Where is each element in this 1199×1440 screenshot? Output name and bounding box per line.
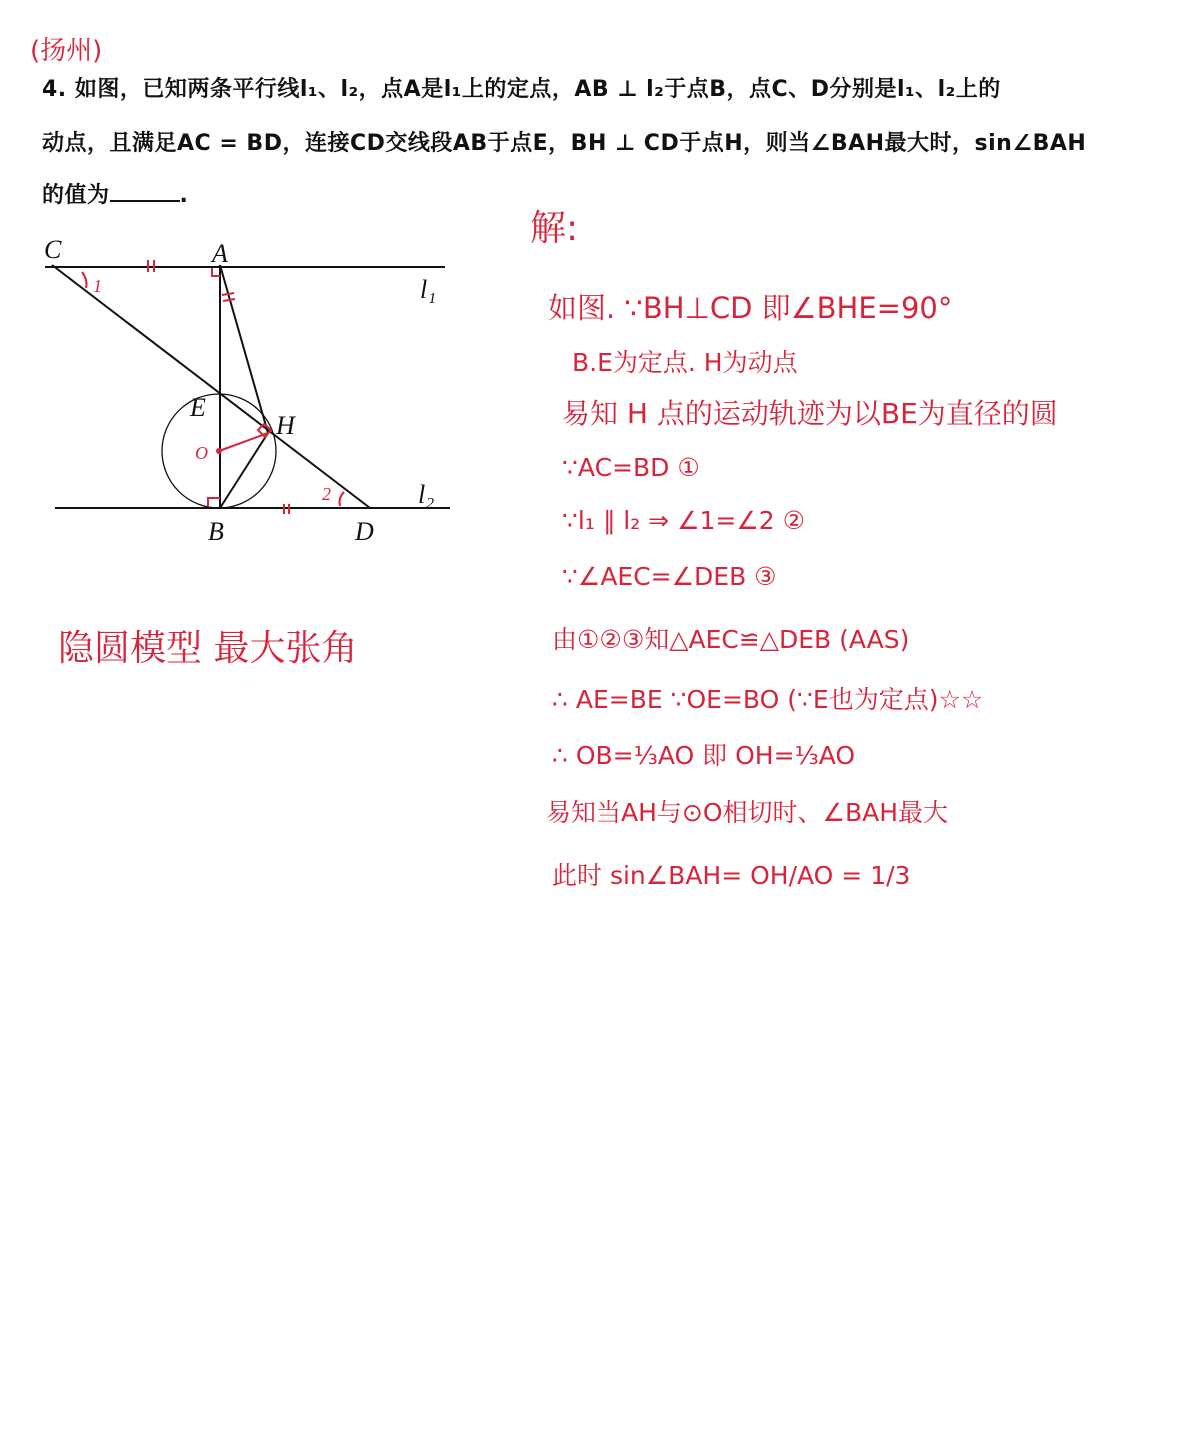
label-A: A (212, 239, 228, 268)
label-C: C (44, 235, 62, 264)
label-B: B (208, 517, 224, 546)
label-E: E (190, 393, 206, 422)
solution-line: ∵∠AEC=∠DEB ③ (562, 562, 777, 591)
solution-line: ∵AC=BD ① (562, 453, 700, 482)
right-angle-B (208, 498, 220, 506)
label-D: D (355, 517, 374, 546)
question-line-3-end: . (179, 183, 189, 208)
label-l2: l₂ (418, 480, 435, 509)
label-H: H (276, 411, 295, 440)
label-angle-2: 2 (322, 484, 331, 504)
segment-AH (220, 265, 268, 433)
model-note: 隐圆模型 最大张角 (58, 628, 358, 669)
angle-1-arc (82, 272, 87, 288)
question-line-2: 动点，且满足AC = BD，连接CD交线段AB于点E，BH ⊥ CD于点H，则当∠BAH最大时，sin∠BAH (42, 131, 1087, 156)
label-l1: l₁ (420, 275, 437, 304)
solution-line: 由①②③知△AEC≌△DEB (AAS) (552, 625, 910, 654)
source-tag: (扬州) (30, 36, 103, 66)
point-O (216, 448, 222, 454)
segment-OH (219, 433, 268, 451)
solution-line: 此时 sin∠BAH= OH/AO = 1/3 (552, 861, 911, 890)
segment-BH (220, 433, 268, 508)
solution-line: ∵l₁ ∥ l₂ ⇒ ∠1=∠2 ② (562, 506, 806, 535)
solution-line: 易知 H 点的运动轨迹为以BE为直径的圆 (562, 397, 1058, 430)
label-angle-1: 1 (93, 276, 102, 296)
question-line-3-text: 的值为 (42, 183, 110, 208)
right-angle-A (212, 268, 220, 276)
solution-line: 如图. ∵BH⊥CD 即∠BHE=90° (548, 291, 953, 325)
angle-2-arc (340, 492, 345, 506)
segment-CD (52, 265, 370, 508)
solution-title: 解: (530, 208, 579, 249)
question-line-1: 4. 如图，已知两条平行线l₁、l₂，点A是l₁上的定点，AB ⊥ l₂于点B，点C、D分别是l₁、l₂上的 (42, 77, 1001, 102)
solution-line: B.E为定点. H为动点 (572, 348, 798, 377)
solution-line: ∴ OB=⅓AO 即 OH=⅓AO (552, 741, 856, 770)
solution-line: ∴ AE=BE ∵OE=BO (∵E也为定点)☆☆ (552, 685, 984, 714)
label-O: O (195, 443, 208, 463)
geometry-diagram (0, 0, 520, 560)
solution-line: 易知当AH与⊙O相切时、∠BAH最大 (546, 798, 948, 827)
